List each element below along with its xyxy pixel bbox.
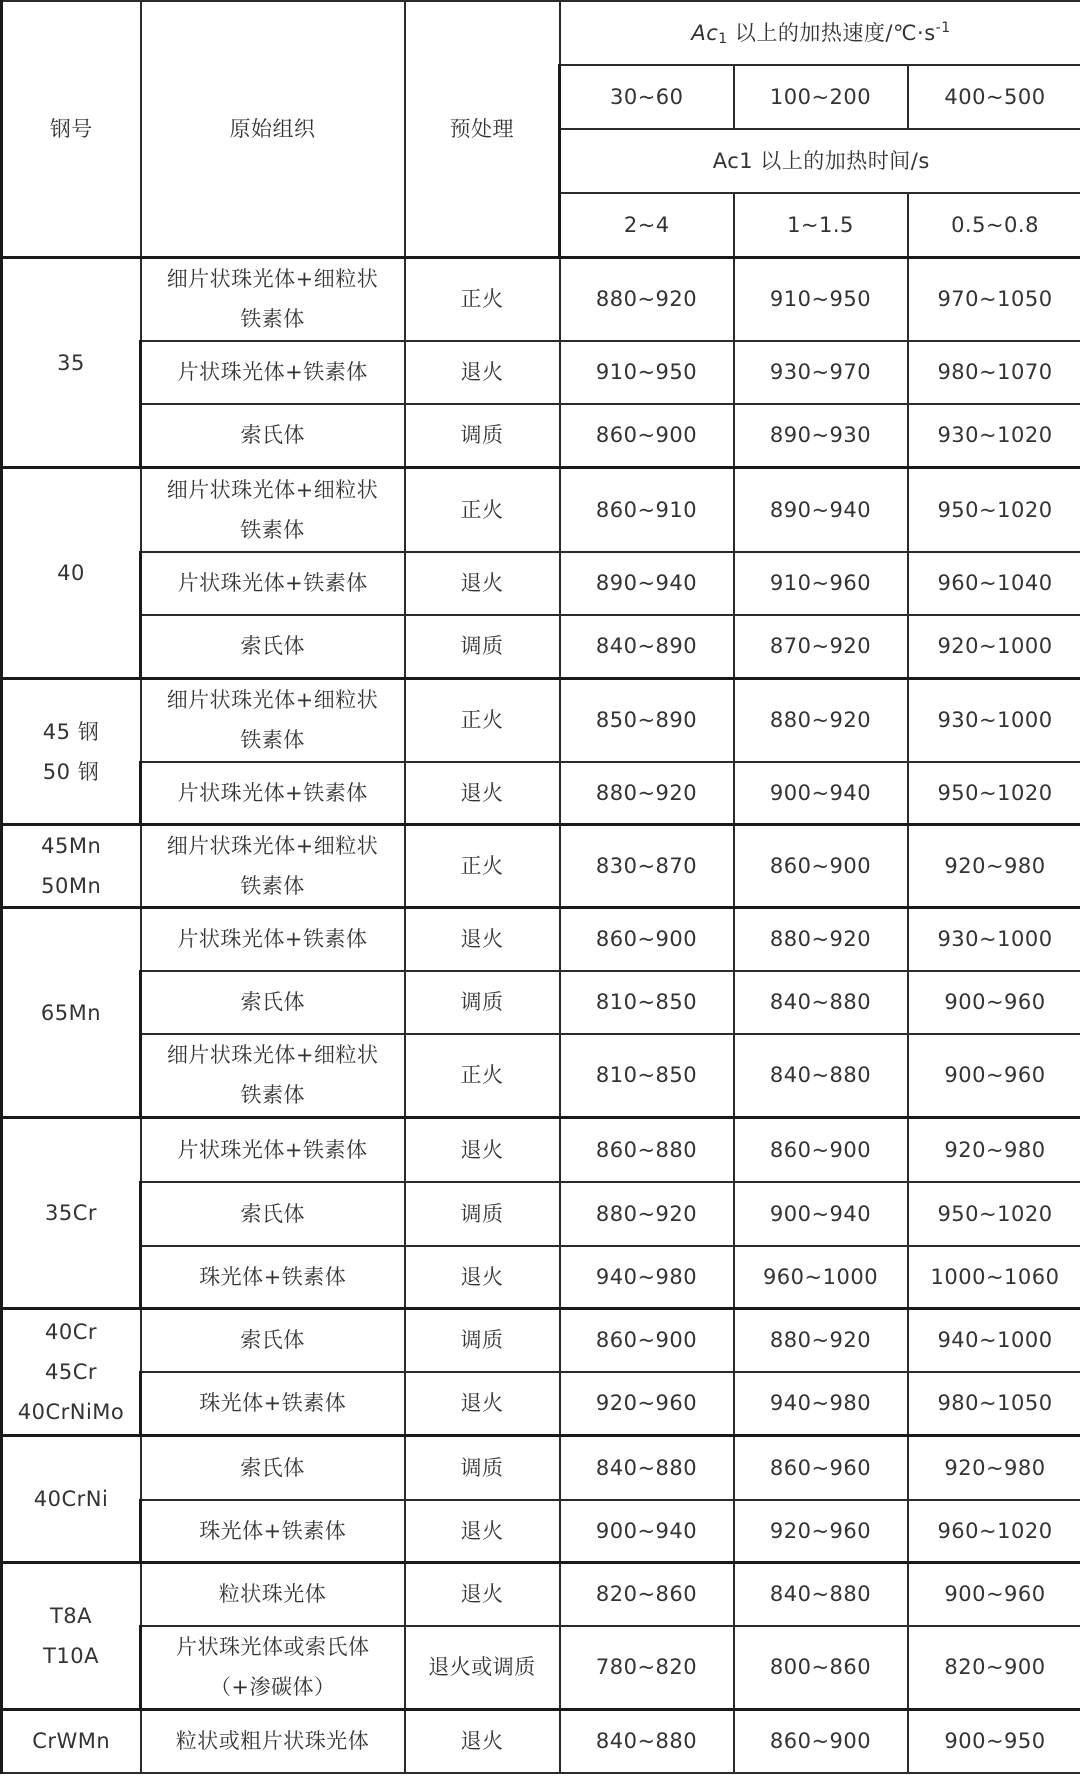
temp-cell-rate-2: 860~960 (734, 1436, 908, 1500)
original-structure-text: 索氏体 (240, 1201, 305, 1226)
temp-cell-rate-2: 840~880 (734, 1034, 908, 1118)
table-row (2, 468, 1080, 552)
temp-cell-rate-1: 880~920 (560, 1182, 734, 1246)
original-structure-text (148, 680, 398, 760)
steel-grade-name: 35Cr (44, 1201, 98, 1225)
header-heating-rate: $Ac_1$ 以上的加热速度$/℃\cdot s^{-1}$ (560, 1, 1080, 65)
header-rate-3: 400~500 (908, 65, 1080, 129)
temp-cell-rate-3: 920~980 (908, 825, 1080, 908)
table-row (2, 1246, 1080, 1309)
temp-cell-rate-2: 860~900 (734, 825, 908, 908)
pretreatment-cell: 正火 (405, 1034, 560, 1118)
table-row (2, 1436, 1080, 1500)
temp-cell-rate-1: 860~910 (560, 468, 734, 552)
table-row (2, 1626, 1080, 1710)
temp-cell-rate-1: 820~860 (560, 1563, 734, 1626)
original-structure-text: 片状珠光体+铁素体 (177, 1137, 368, 1162)
temp-cell-rate-2: 960~1000 (734, 1246, 908, 1309)
table-row (2, 615, 1080, 679)
original-structure-line: 片状珠光体或索氏体 (176, 1635, 370, 1660)
temp-cell-rate-2: 910~950 (734, 258, 908, 341)
temp-cell-rate-2: 840~880 (734, 971, 908, 1034)
pretreatment-cell: 正火 (405, 825, 560, 908)
table-row (2, 552, 1080, 615)
table-row (2, 1710, 1080, 1773)
table-row (2, 404, 1080, 468)
temp-cell-rate-3: 930~1020 (908, 404, 1080, 468)
header-pretreatment: 预处理 (405, 1, 560, 258)
pretreatment-cell: 调质 (405, 1309, 560, 1372)
temp-cell-rate-3: 930~1000 (908, 908, 1080, 971)
original-structure-cell (141, 1246, 405, 1309)
original-structure-cell (141, 341, 405, 404)
table-row (2, 908, 1080, 971)
temp-cell-rate-2: 800~860 (734, 1626, 908, 1710)
steel-grade-cell (2, 1118, 141, 1309)
temp-cell-rate-2: 940~980 (734, 1372, 908, 1436)
temp-cell-rate-3: 920~980 (908, 1436, 1080, 1500)
header-original-structure: 原始组织 (141, 1, 405, 258)
temp-cell-rate-2: 930~970 (734, 341, 908, 404)
steel-grade-cell (2, 258, 141, 468)
temp-cell-rate-1: 840~880 (560, 1710, 734, 1773)
steel-grade-name: 40CrNi (33, 1487, 109, 1511)
temp-cell-rate-3: 920~980 (908, 1118, 1080, 1182)
table-row (2, 679, 1080, 762)
steel-grade-name: 40 (57, 561, 85, 585)
temp-cell-rate-2: 860~900 (734, 1118, 908, 1182)
original-structure-cell (141, 1626, 405, 1710)
table-row (2, 1182, 1080, 1246)
original-structure-line: 铁素体 (240, 728, 305, 753)
steel-grade-name: 40Cr (44, 1320, 98, 1344)
temp-cell-rate-1: 860~900 (560, 1309, 734, 1372)
original-structure-cell (141, 404, 405, 468)
temp-cell-rate-3: 950~1020 (908, 468, 1080, 552)
temp-cell-rate-1: 880~920 (560, 258, 734, 341)
original-structure-text: 珠光体+铁素体 (199, 1264, 347, 1289)
pretreatment-cell: 正火 (405, 468, 560, 552)
original-structure-text (148, 259, 398, 339)
header-time-3: 0.5~0.8 (908, 193, 1080, 258)
original-structure-text: 索氏体 (240, 990, 305, 1014)
table-row (2, 825, 1080, 908)
temp-cell-rate-2: 900~940 (734, 762, 908, 825)
pretreatment-cell: 调质 (405, 1182, 560, 1246)
temp-cell-rate-2: 920~960 (734, 1500, 908, 1563)
temp-cell-rate-2: 880~920 (734, 1309, 908, 1372)
steel-grade-cell (2, 1436, 141, 1563)
temp-cell-rate-2: 890~930 (734, 404, 908, 468)
pretreatment-cell: 退火 (405, 908, 560, 971)
original-structure-cell (141, 825, 405, 908)
pretreatment-cell: 退火 (405, 1118, 560, 1182)
original-structure-text: 索氏体 (240, 634, 305, 659)
temp-cell-rate-3: 900~960 (908, 1034, 1080, 1118)
pretreatment-cell: 退火 (405, 1563, 560, 1626)
original-structure-cell (141, 908, 405, 971)
original-structure-line: （+渗碳体） (209, 1675, 336, 1700)
original-structure-cell (141, 1182, 405, 1246)
steel-grade-cell (2, 1563, 141, 1710)
original-structure-line: 细片状珠光体+细粒状 (166, 834, 379, 858)
original-structure-line: 细片状珠光体+细粒状 (166, 267, 379, 292)
temp-cell-rate-2: 890~940 (734, 468, 908, 552)
temp-cell-rate-2: 840~880 (734, 1563, 908, 1626)
header-time-2: 1~1.5 (734, 193, 908, 258)
temp-cell-rate-1: 900~940 (560, 1500, 734, 1563)
original-structure-cell (141, 552, 405, 615)
temp-cell-rate-2: 910~960 (734, 552, 908, 615)
original-structure-line: 铁素体 (240, 517, 305, 542)
temp-cell-rate-1: 860~900 (560, 404, 734, 468)
original-structure-cell (141, 1309, 405, 1372)
table-row (2, 762, 1080, 825)
header-rate-1: 30~60 (560, 65, 734, 129)
temp-cell-rate-3: 930~1000 (908, 679, 1080, 762)
pretreatment-cell: 调质 (405, 971, 560, 1034)
original-structure-line: 细片状珠光体+细粒状 (166, 688, 379, 713)
pretreatment-cell: 退火 (405, 1372, 560, 1436)
temp-cell-rate-1: 880~920 (560, 762, 734, 825)
table-row (2, 258, 1080, 341)
original-structure-text: 索氏体 (240, 423, 305, 448)
original-structure-cell (141, 468, 405, 552)
table-row (2, 1372, 1080, 1436)
pretreatment-cell: 退火 (405, 552, 560, 615)
temp-cell-rate-1: 840~880 (560, 1436, 734, 1500)
original-structure-text: 索氏体 (240, 1455, 305, 1480)
temp-cell-rate-3: 1000~1060 (908, 1246, 1080, 1309)
steel-grade-name: 65Mn (40, 1000, 102, 1025)
original-structure-cell (141, 1500, 405, 1563)
pretreatment-cell: 退火 (405, 1500, 560, 1563)
temp-cell-rate-3: 950~1020 (908, 762, 1080, 825)
temp-cell-rate-3: 980~1070 (908, 341, 1080, 404)
header-time-1: 2~4 (560, 193, 734, 258)
temp-cell-rate-1: 830~870 (560, 825, 734, 908)
original-structure-text (148, 826, 398, 906)
steel-grade-cell (2, 679, 141, 825)
original-structure-cell (141, 1372, 405, 1436)
temp-cell-rate-1: 940~980 (560, 1246, 734, 1309)
steel-grade-name: 50Mn (41, 874, 102, 898)
original-structure-line: 细片状珠光体+细粒状 (166, 477, 379, 502)
temp-cell-rate-2: 880~920 (734, 908, 908, 971)
table-row (2, 971, 1080, 1034)
original-structure-line: 细片状珠光体+细粒状 (166, 1043, 379, 1068)
pretreatment-cell: 正火 (405, 679, 560, 762)
steel-grade-name: 50 钢 (42, 759, 100, 784)
steel-grade-cell (2, 908, 141, 1118)
steel-grade-cell (2, 1309, 141, 1436)
original-structure-cell (141, 258, 405, 341)
table-row (2, 1309, 1080, 1372)
temp-cell-rate-1: 910~950 (560, 341, 734, 404)
temp-cell-rate-3: 940~1000 (908, 1309, 1080, 1372)
temp-cell-rate-3: 900~960 (908, 1563, 1080, 1626)
temp-cell-rate-1: 920~960 (560, 1372, 734, 1436)
original-structure-text: 粒状珠光体 (218, 1582, 327, 1607)
original-structure-text: 片状珠光体+铁素体 (177, 780, 368, 805)
original-structure-text: 片状珠光体+铁素体 (177, 927, 368, 952)
original-structure-cell (141, 615, 405, 679)
temp-cell-rate-2: 860~900 (734, 1710, 908, 1773)
steel-grade-name: T8A (49, 1604, 93, 1628)
temp-cell-rate-2: 870~920 (734, 615, 908, 679)
temp-cell-rate-3: 960~1040 (908, 552, 1080, 615)
original-structure-cell (141, 1710, 405, 1773)
original-structure-line: 铁素体 (240, 307, 305, 332)
steel-grade-cell (2, 1710, 141, 1773)
original-structure-line: 铁素体 (240, 874, 305, 898)
original-structure-text: 片状珠光体+铁素体 (177, 571, 368, 595)
temp-cell-rate-3: 960~1020 (908, 1500, 1080, 1563)
steel-grade-name: 45 钢 (42, 719, 100, 744)
temp-cell-rate-3: 820~900 (908, 1626, 1080, 1710)
header-heating-time: Ac1 以上的加热时间/s (560, 129, 1080, 193)
table-row (2, 1563, 1080, 1626)
pretreatment-cell: 退火 (405, 762, 560, 825)
steel-grade-name: 45Mn (41, 834, 102, 858)
steel-grade-cell (2, 825, 141, 908)
temp-cell-rate-3: 900~960 (908, 971, 1080, 1034)
pretreatment-cell: 退火 (405, 341, 560, 404)
temp-cell-rate-3: 980~1050 (908, 1372, 1080, 1436)
temp-cell-rate-2: 880~920 (734, 679, 908, 762)
header-rate-2: 100~200 (734, 65, 908, 129)
original-structure-cell (141, 762, 405, 825)
table-row (2, 1034, 1080, 1118)
original-structure-text: 珠光体+铁素体 (199, 1391, 347, 1416)
steel-grade-name: T10A (43, 1644, 99, 1668)
temp-cell-rate-1: 850~890 (560, 679, 734, 762)
pretreatment-cell: 调质 (405, 404, 560, 468)
temp-cell-rate-1: 840~890 (560, 615, 734, 679)
temp-cell-rate-1: 890~940 (560, 552, 734, 615)
steel-grade-name: 40CrNiMo (17, 1400, 125, 1424)
pretreatment-cell: 退火 (405, 1246, 560, 1309)
temp-cell-rate-1: 810~850 (560, 971, 734, 1034)
steel-grade-name: 45Cr (44, 1360, 98, 1384)
original-structure-text (148, 1035, 398, 1115)
steel-grade-name: CrWMn (32, 1729, 111, 1754)
original-structure-cell (141, 1034, 405, 1118)
pretreatment-cell: 调质 (405, 615, 560, 679)
pretreatment-cell: 退火 (405, 1710, 560, 1773)
temp-cell-rate-3: 950~1020 (908, 1182, 1080, 1246)
original-structure-cell (141, 1436, 405, 1500)
pretreatment-cell: 正火 (405, 258, 560, 341)
original-structure-text: 片状珠光体+铁素体 (177, 360, 368, 384)
temp-cell-rate-3: 970~1050 (908, 258, 1080, 341)
temp-cell-rate-1: 860~880 (560, 1118, 734, 1182)
table-row (2, 1118, 1080, 1182)
table-row (2, 341, 1080, 404)
temp-cell-rate-3: 900~950 (908, 1710, 1080, 1773)
pretreatment-cell: 调质 (405, 1436, 560, 1500)
temp-cell-rate-1: 810~850 (560, 1034, 734, 1118)
original-structure-cell (141, 1563, 405, 1626)
table-row (2, 1500, 1080, 1563)
temp-cell-rate-1: 860~900 (560, 908, 734, 971)
pretreatment-cell: 退火或调质 (405, 1626, 560, 1710)
original-structure-cell (141, 679, 405, 762)
original-structure-text: 粒状或粗片状珠光体 (175, 1729, 370, 1754)
temp-cell-rate-1: 780~820 (560, 1626, 734, 1710)
original-structure-cell (141, 971, 405, 1034)
temp-cell-rate-2: 900~940 (734, 1182, 908, 1246)
original-structure-line: 铁素体 (240, 1083, 305, 1108)
original-structure-text (148, 470, 398, 550)
header-steel-no: 钢号 (2, 1, 141, 258)
original-structure-text (148, 1627, 398, 1707)
temp-cell-rate-3: 920~1000 (908, 615, 1080, 679)
steel-grade-name: 35 (57, 350, 85, 375)
original-structure-text: 珠光体+铁素体 (199, 1518, 347, 1543)
original-structure-text: 索氏体 (240, 1328, 305, 1353)
steel-grade-cell (2, 468, 141, 679)
original-structure-cell (141, 1118, 405, 1182)
